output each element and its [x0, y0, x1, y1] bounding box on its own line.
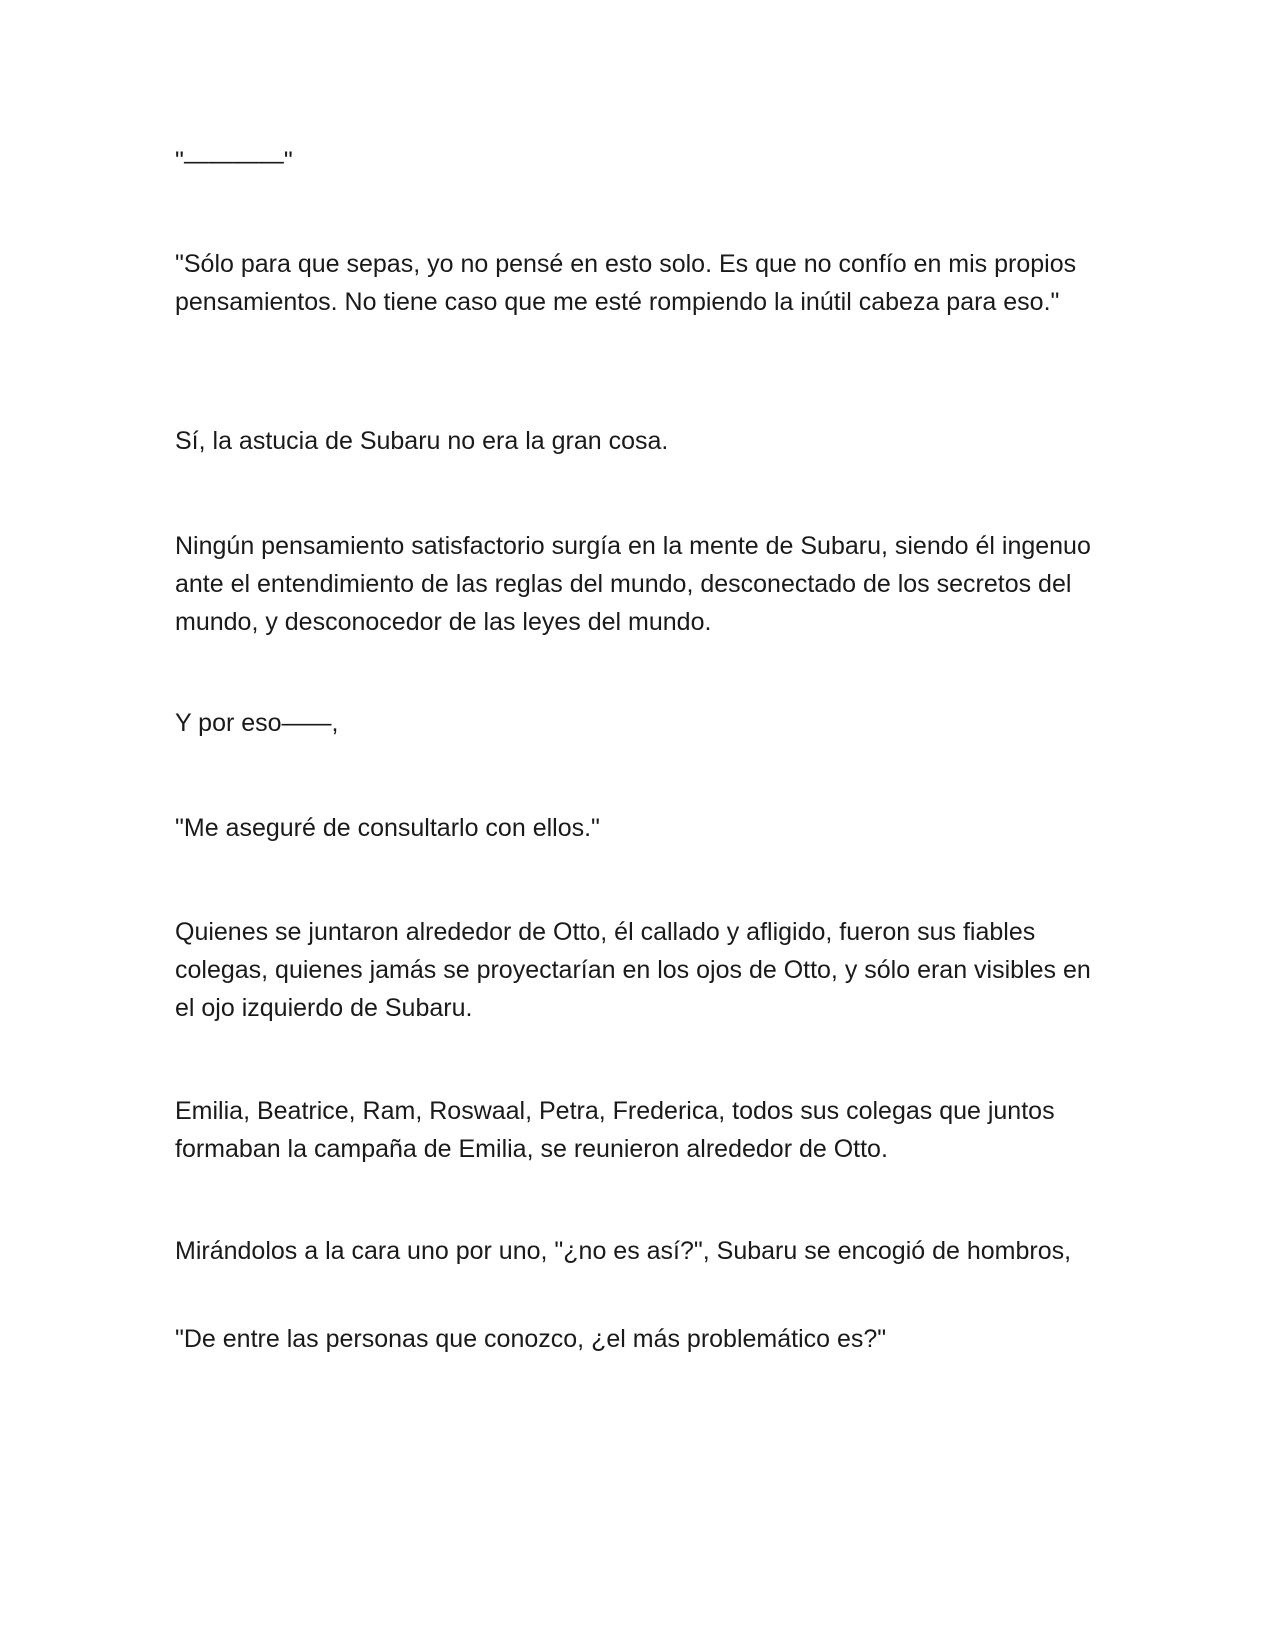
paragraph-astucia-subaru: Sí, la astucia de Subaru no era la gran cosa.	[175, 427, 669, 455]
paragraph-quienes-se-juntaron: Quienes se juntaron alrededor de Otto, él callado y afligido, fueron sus fiables colegas, quienes jamás se proyectarían en los ojos de Otto, y sólo eran visibles en el ojo izquierdo de Subaru.	[175, 918, 1091, 1022]
paragraph-de-entre-las-personas: "De entre las personas que conozco, ¿el más problemático es?"	[175, 1325, 887, 1353]
paragraph-me-asegure: "Me aseguré de consultarlo con ellos."	[175, 814, 600, 842]
paragraph-emilia-beatrice: Emilia, Beatrice, Ram, Roswaal, Petra, Frederica, todos sus colegas que juntos formaban la campaña de Emilia, se reunieron alrededor de Otto.	[175, 1097, 1055, 1163]
paragraph-mirandolos: Mirándolos a la cara uno por uno, "¿no es así?", Subaru se encogió de hombros,	[175, 1237, 1072, 1265]
paragraph-y-por-eso: Y por eso——,	[175, 709, 339, 737]
paragraph-ningun-pensamiento: Ningún pensamiento satisfactorio surgía en la mente de Subaru, siendo él ingenuo ante el entendimiento de las reglas del mundo, desconectado de los secretos del mundo, y desconocedor de las leyes del mundo.	[175, 532, 1091, 636]
paragraph-dash-quote: "————"	[175, 147, 293, 175]
paragraph-solo-para-que-sepas: "Sólo para que sepas, yo no pensé en esto solo. Es que no confío en mis propios pensamientos. No tiene caso que me esté rompiendo la inútil cabeza para eso."	[175, 250, 1077, 316]
